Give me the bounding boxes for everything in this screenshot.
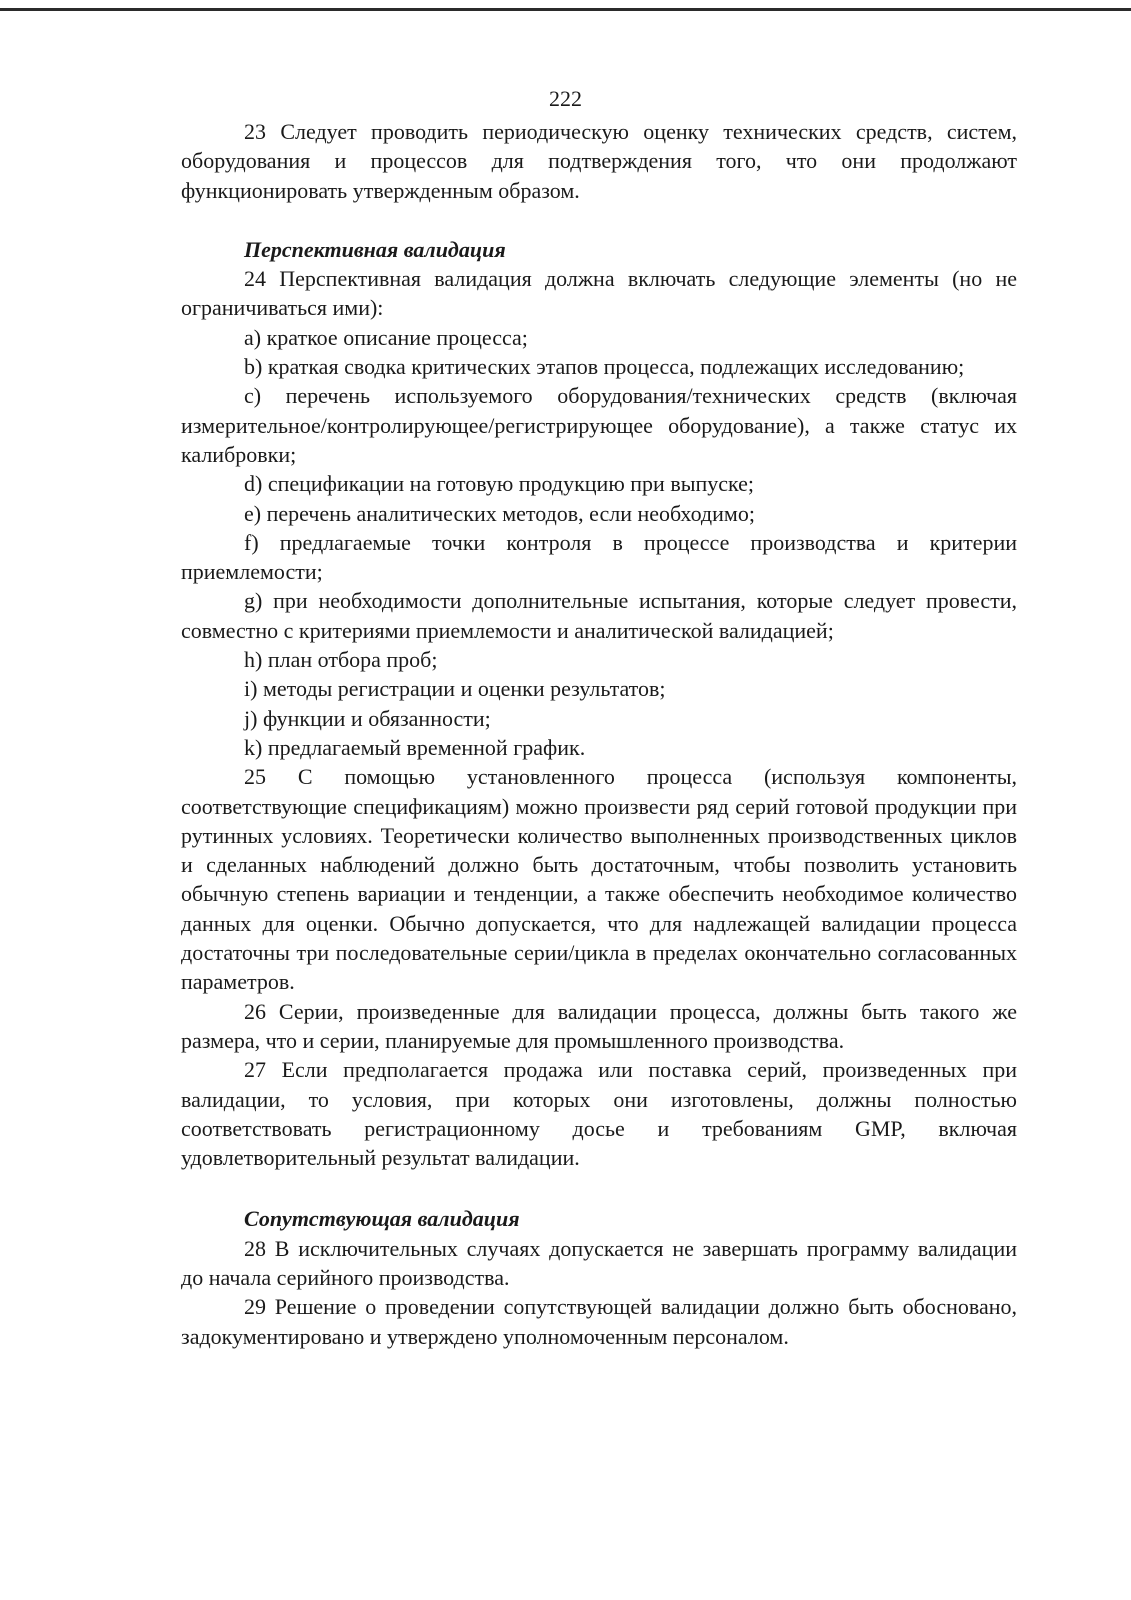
list-item-h: h) план отбора проб; xyxy=(244,647,438,673)
page-number: 222 xyxy=(549,86,582,111)
paragraph-29: 29 Решение о проведении сопутствующей валидации должно быть обосновано, задокументировано и утверждено уполномоченным персоналом. xyxy=(181,1294,1017,1349)
paragraph-27: 27 Если предполагается продажа или поставка серий, произведенных при валидации, то условия, при которых они изготовлены, должны полностью соответствовать регистрационному досье и требованиям GMP, включая удовлетворительный результат валидации. xyxy=(181,1057,1017,1171)
top-border-line xyxy=(0,8,1131,11)
paragraph-23: 23 Следует проводить периодическую оценку технических средств, систем, оборудования и процессов для подтверждения того, что они продолжают функционировать утвержденным образом. xyxy=(181,119,1017,203)
list-item-d: d) спецификации на готовую продукцию при выпуске; xyxy=(244,471,755,497)
paragraph-24: 24 Перспективная валидация должна включать следующие элементы (но не ограничиваться ими): xyxy=(181,266,1017,321)
list-item-c: c) перечень используемого оборудования/технических средств (включая измерительное/контролирующее/регистрирующее оборудование), а также статус их калибровки; xyxy=(181,383,1017,467)
list-item-k: k) предлагаемый временной график. xyxy=(244,734,586,760)
list-item-a: a) краткое описание процесса; xyxy=(244,324,528,350)
paragraph-28: 28 В исключительных случаях допускается не завершать программу валидации до начала серийного производства. xyxy=(181,1235,1017,1290)
section-heading-concurrent-validation: Сопутствующая валидация xyxy=(244,1206,520,1232)
document-body xyxy=(181,117,1017,1351)
list-item-e: e) перечень аналитических методов, если необходимо; xyxy=(244,500,755,526)
section-heading-prospective-validation: Перспективная валидация xyxy=(244,236,506,262)
paragraph-26: 26 Серии, произведенные для валидации процесса, должны быть такого же размера, что и серии, планируемые для промышленного производства. xyxy=(181,998,1017,1053)
list-item-g: g) при необходимости дополнительные испытания, которые следует провести, совместно с критериями приемлемости и аналитической валидацией; xyxy=(181,588,1017,643)
list-item-j: j) функции и обязанности; xyxy=(244,705,491,731)
paragraph-25: 25 С помощью установленного процесса (используя компоненты, соответствующие спецификациям) можно произвести ряд серий готовой продукции при рутинных условиях. Теоретически количество выполненных производственных циклов и сделанных наблюдений должно быть достаточным, чтобы позволить установить обычную степень вариации и тенденции, а также обеспечить необходимое количество данных для оценки. Обычно допускается, что для надлежащей валидации процесса достаточны три последовательные серии/цикла в пределах окончательно согласованных параметров. xyxy=(181,764,1017,995)
list-item-f: f) предлагаемые точки контроля в процессе производства и критерии приемлемости; xyxy=(181,529,1017,585)
list-item-i: i) методы регистрации и оценки результатов; xyxy=(244,676,666,702)
list-item-b: b) краткая сводка критических этапов процесса, подлежащих исследованию; xyxy=(244,354,965,380)
